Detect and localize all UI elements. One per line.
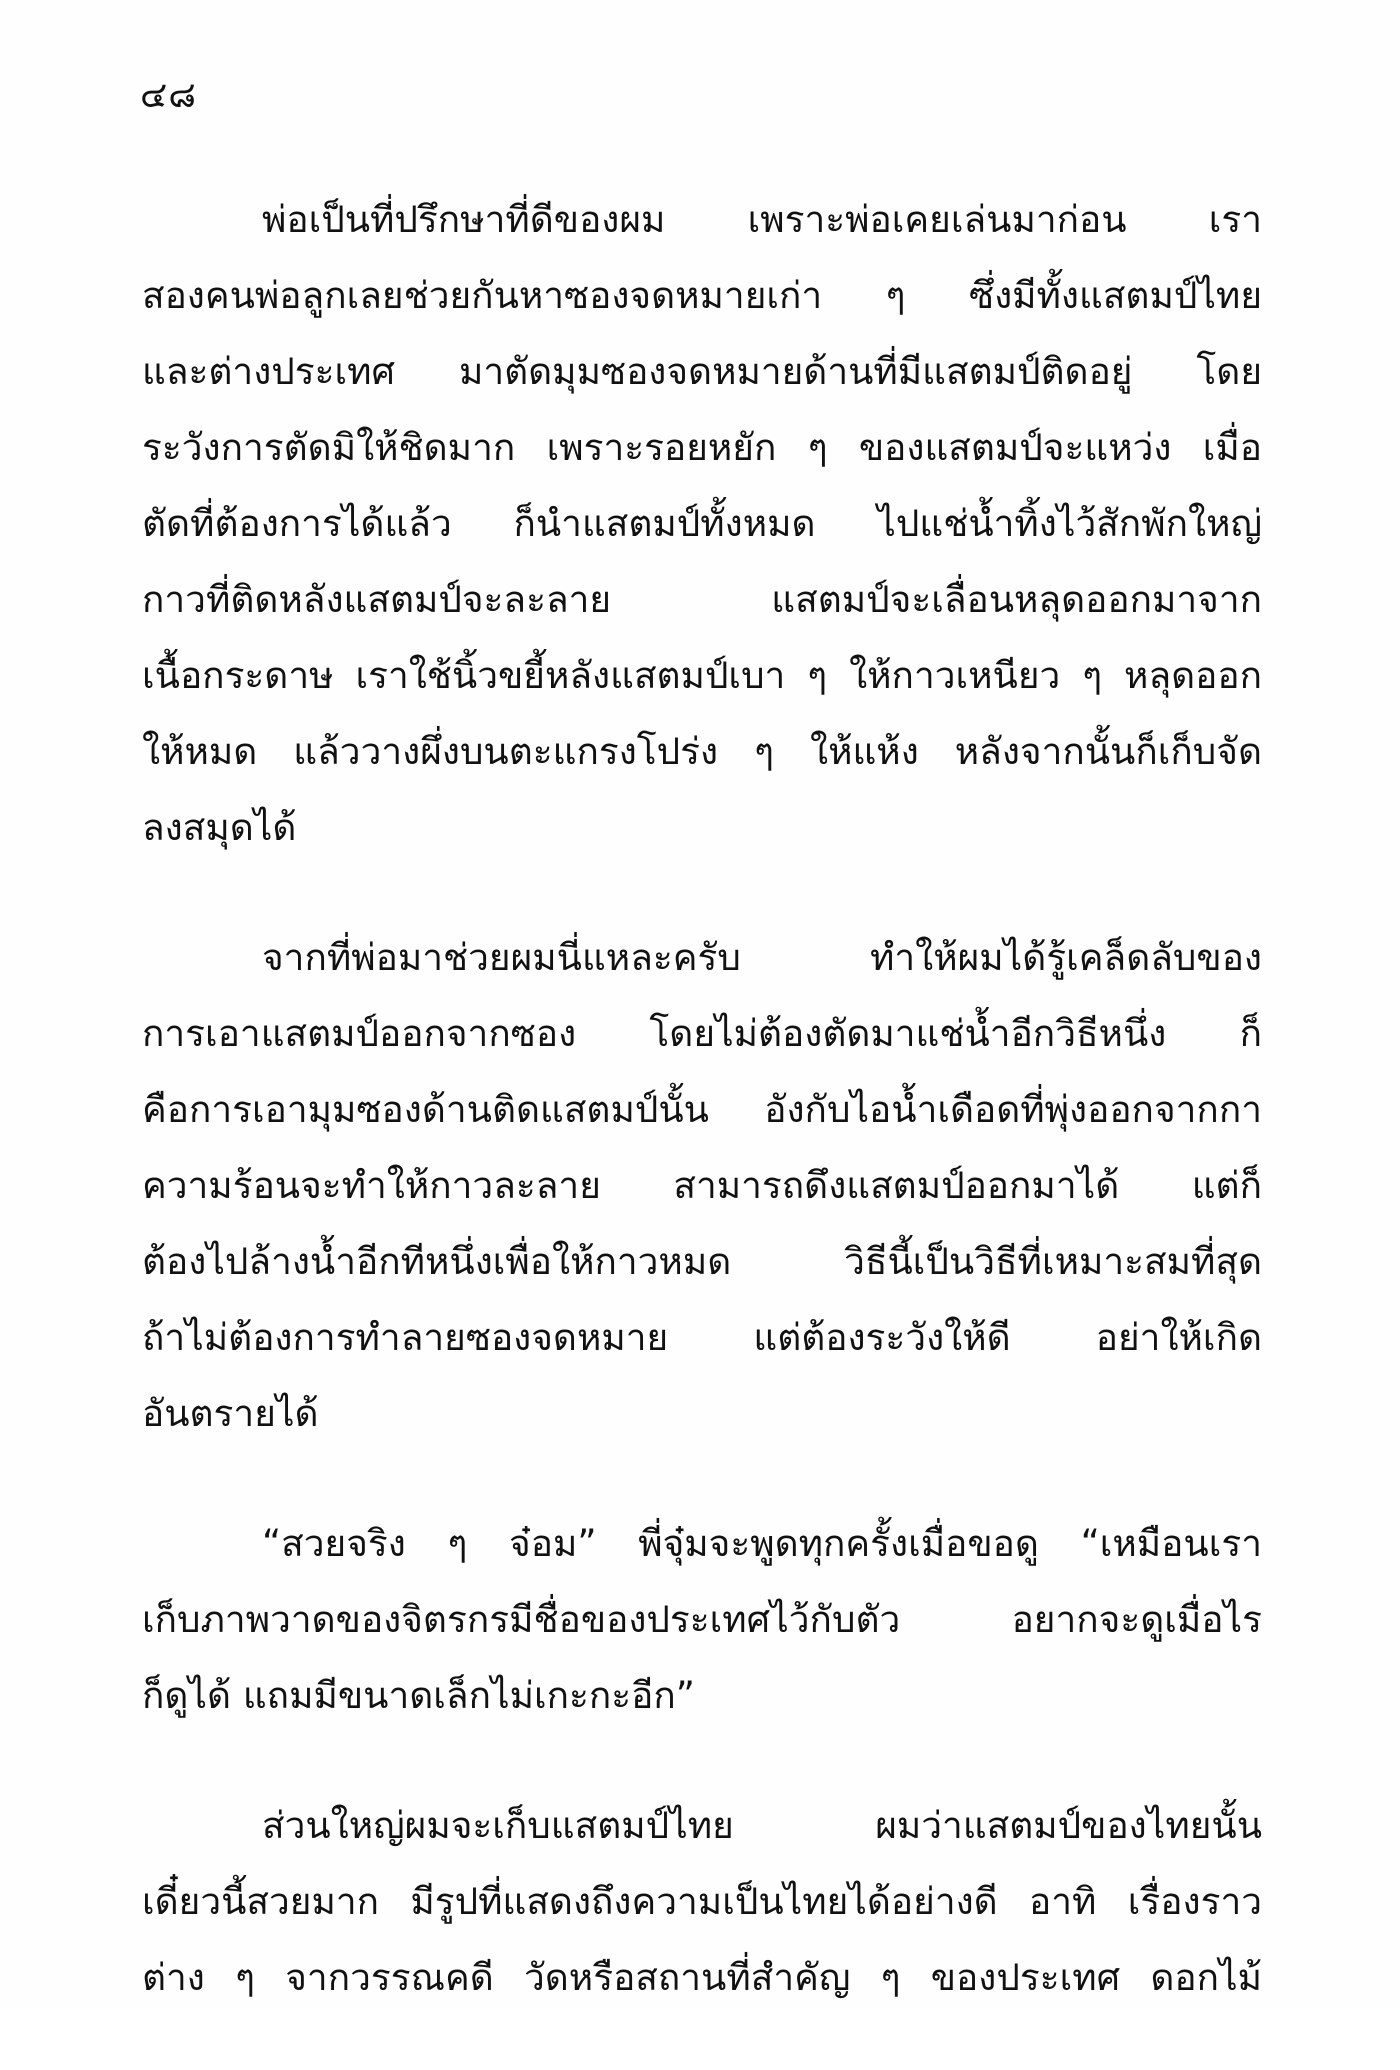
- text-line: คือการเอามุมซองด้านติดแสตมป์นั้น อังกับไอน้ำเดือดที่พุ่งออกจากกา: [142, 1088, 1262, 1131]
- text-line: สองคนพ่อลูกเลยช่วยกันหาซองจดหมายเก่า ๆ ซึ่งมีทั้งแสตมป์ไทย: [142, 274, 1262, 317]
- text-line: จากที่พ่อมาช่วยผมนี่แหละครับ ทำให้ผมได้รู้เคล็ดลับของ: [262, 936, 1262, 979]
- text-line: การเอาแสตมป์ออกจากซอง โดยไม่ต้องตัดมาแช่น้ำอีกวิธีหนึ่ง ก็: [142, 1012, 1262, 1055]
- text-line: อันตรายได้: [142, 1392, 319, 1435]
- text-line: พ่อเป็นที่ปรึกษาที่ดีของผม เพราะพ่อเคยเล่นมาก่อน เรา: [262, 198, 1262, 241]
- text-line: “สวยจริง ๆ จ๋อม” พี่จุ๋มจะพูดทุกครั้งเมื่อขอดู “เหมือนเรา: [262, 1522, 1262, 1565]
- text-line: และต่างประเทศ มาตัดมุมซองจดหมายด้านที่มีแสตมป์ติดอยู่ โดย: [142, 350, 1262, 393]
- text-line: ให้หมด แล้ววางผึ่งบนตะแกรงโปร่ง ๆ ให้แห้ง หลังจากนั้นก็เก็บจัด: [142, 730, 1262, 773]
- text-line: ลงสมุดได้: [142, 806, 297, 849]
- paragraph-4: [142, 1788, 1262, 2016]
- text-line: ถ้าไม่ต้องการทำลายซองจดหมาย แต่ต้องระวังให้ดี อย่าให้เกิด: [142, 1316, 1262, 1359]
- text-line: กาวที่ติดหลังแสตมป์จะละลาย แสตมป์จะเลื่อนหลุดออกมาจาก: [142, 578, 1262, 621]
- paragraph-3: [142, 1506, 1262, 1734]
- text-line: ความร้อนจะทำให้กาวละลาย สามารถดึงแสตมป์ออกมาได้ แต่ก็: [142, 1164, 1262, 1207]
- paragraph-2: [142, 920, 1262, 1452]
- body-text: [142, 182, 1262, 2070]
- text-line: เดี๋ยวนี้สวยมาก มีรูปที่แสดงถึงความเป็นไทยได้อย่างดี อาทิ เรื่องราว: [142, 1880, 1262, 1923]
- text-line: ระวังการตัดมิให้ชิดมาก เพราะรอยหยัก ๆ ของแสตมป์จะแหว่ง เมื่อ: [142, 426, 1262, 469]
- text-line: ต่าง ๆ จากวรรณคดี วัดหรือสถานที่สำคัญ ๆ ของประเทศ ดอกไม้: [142, 1956, 1262, 1999]
- text-line: ก็ดูได้ แถมมีขนาดเล็กไม่เกะกะอีก”: [142, 1674, 695, 1717]
- text-line: เนื้อกระดาษ เราใช้นิ้วขยี้หลังแสตมป์เบา ๆ ให้กาวเหนียว ๆ หลุดออก: [142, 654, 1262, 697]
- text-line: ตัดที่ต้องการได้แล้ว ก็นำแสตมป์ทั้งหมด ไปแช่น้ำทิ้งไว้สักพักใหญ่: [142, 502, 1262, 545]
- paragraph-1: [142, 182, 1262, 866]
- text-line: ต้องไปล้างน้ำอีกทีหนึ่งเพื่อให้กาวหมด วิธีนี้เป็นวิธีที่เหมาะสมที่สุด: [142, 1240, 1262, 1283]
- page-number: ๔๘: [140, 75, 198, 116]
- text-line: เก็บภาพวาดของจิตรกรมีชื่อของประเทศไว้กับตัว อยากจะดูเมื่อไร: [142, 1598, 1262, 1641]
- text-line: ส่วนใหญ่ผมจะเก็บแสตมป์ไทย ผมว่าแสตมป์ของไทยนั้น: [262, 1804, 1262, 1847]
